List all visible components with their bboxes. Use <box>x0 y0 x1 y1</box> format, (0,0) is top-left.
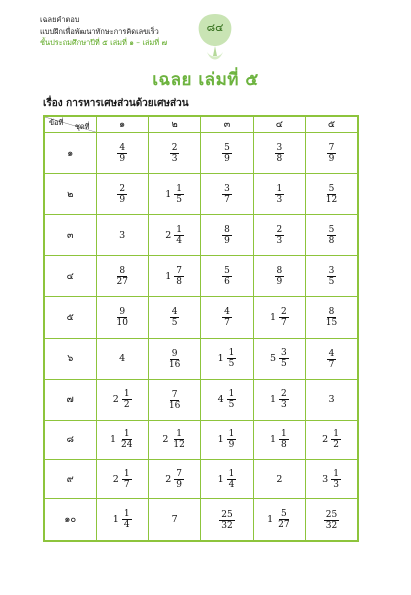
table-row <box>44 256 358 297</box>
fraction <box>331 429 341 450</box>
numerator: 5 <box>281 509 287 520</box>
whole-number: 2 <box>322 434 329 446</box>
denominator: 9 <box>224 236 230 247</box>
row-label: ๑๐ <box>44 499 96 541</box>
numerator: 9 <box>171 348 178 359</box>
denominator: 9 <box>276 277 283 288</box>
page-title: เฉลย เล่มที่ ๕ <box>152 70 259 90</box>
fraction <box>119 429 134 450</box>
fraction <box>222 266 232 287</box>
numerator: 9 <box>119 307 126 318</box>
denominator: 9 <box>119 195 126 206</box>
answer-cell <box>201 297 253 338</box>
denominator: 3 <box>333 479 339 490</box>
answer-cell <box>148 215 200 256</box>
answer-cell <box>201 379 253 420</box>
answer-cell <box>306 297 358 338</box>
numerator: 5 <box>224 266 230 277</box>
numerator: 25 <box>325 509 338 520</box>
answer-cell <box>201 133 253 174</box>
numerator: 1 <box>228 348 235 359</box>
fraction <box>174 184 184 205</box>
denominator: 4 <box>228 479 235 490</box>
numerator: 8 <box>119 266 126 277</box>
answer-cell <box>148 256 200 297</box>
numerator: 2 <box>119 184 126 195</box>
fraction <box>275 266 285 287</box>
whole-number: 2 <box>276 473 283 485</box>
numerator: 7 <box>176 265 182 276</box>
page-number: ๘๔ <box>206 21 224 34</box>
numerator: 2 <box>281 389 287 400</box>
page-header <box>40 14 270 49</box>
whole-number: 1 <box>269 311 277 323</box>
answer-cell <box>148 297 200 338</box>
numerator: 1 <box>176 224 182 235</box>
row-label: ๖ <box>44 338 96 379</box>
denominator: 7 <box>224 318 230 329</box>
fraction <box>327 143 337 164</box>
denominator: 9 <box>119 154 126 165</box>
answer-cell <box>148 379 200 420</box>
whole-number: 3 <box>119 229 126 241</box>
fraction <box>324 184 339 205</box>
fraction <box>167 349 182 370</box>
denominator: 27 <box>278 520 290 531</box>
denominator: 8 <box>328 236 335 247</box>
fraction <box>167 390 182 411</box>
denominator: 3 <box>276 195 283 206</box>
table-row <box>44 297 358 338</box>
answer-cell <box>96 460 148 499</box>
denominator: 7 <box>281 317 287 328</box>
answer-cell <box>253 499 305 541</box>
fraction <box>327 266 337 287</box>
fraction <box>174 266 184 287</box>
answer-cell <box>201 174 253 215</box>
row-label: ๔ <box>44 256 96 297</box>
whole-number: 5 <box>269 353 277 365</box>
denominator: 5 <box>328 277 335 288</box>
answer-cell <box>253 215 305 256</box>
fraction <box>227 429 237 450</box>
denominator: 9 <box>176 479 182 490</box>
numerator: 1 <box>228 468 235 479</box>
whole-number: 3 <box>328 394 335 406</box>
denominator: 2 <box>333 440 339 451</box>
whole-number: 7 <box>171 514 178 526</box>
numerator: 1 <box>123 429 130 440</box>
fraction <box>122 389 132 410</box>
numerator: 1 <box>228 429 235 440</box>
answer-cell <box>306 499 358 541</box>
numerator: 1 <box>276 184 283 195</box>
answer-cell <box>306 215 358 256</box>
denominator: 10 <box>116 318 128 329</box>
numerator: 8 <box>328 307 335 318</box>
numerator: 3 <box>224 184 230 195</box>
numerator: 8 <box>276 266 283 277</box>
fraction <box>279 389 289 410</box>
fraction <box>227 348 237 369</box>
numerator: 2 <box>276 225 283 236</box>
whole-number: 1 <box>269 434 277 446</box>
denominator: 3 <box>276 236 283 247</box>
table-row <box>44 379 358 420</box>
answer-cell <box>96 215 148 256</box>
header-line-1: เฉลยคำตอบ <box>40 15 80 24</box>
answer-cell <box>148 174 200 215</box>
denominator: 16 <box>168 400 181 411</box>
table-row <box>44 460 358 499</box>
denominator: 12 <box>173 440 185 451</box>
fraction <box>324 510 339 531</box>
denominator: 2 <box>123 400 130 411</box>
denominator: 7 <box>328 359 335 370</box>
answer-table <box>43 115 359 542</box>
fraction <box>222 225 232 246</box>
numerator: 25 <box>221 509 233 520</box>
answer-cell <box>201 338 253 379</box>
denominator: 4 <box>123 520 130 531</box>
denominator: 5 <box>176 194 182 205</box>
table-row <box>44 420 358 459</box>
fraction <box>275 184 285 205</box>
answer-cell <box>306 379 358 420</box>
page-number-badge <box>195 12 235 66</box>
denominator: 5 <box>228 359 235 370</box>
answer-cell <box>253 460 305 499</box>
table-row <box>44 338 358 379</box>
numerator: 4 <box>328 348 335 359</box>
fraction <box>114 266 129 287</box>
answer-cell <box>201 460 253 499</box>
numerator: 7 <box>328 143 335 154</box>
answer-cell <box>148 338 200 379</box>
answer-cell <box>253 174 305 215</box>
fraction <box>279 348 289 369</box>
row-label: ๓ <box>44 215 96 256</box>
numerator: 2 <box>171 143 178 154</box>
numerator: 5 <box>328 184 335 195</box>
numerator: 1 <box>333 468 339 479</box>
answer-cell <box>253 420 305 459</box>
denominator: 8 <box>276 154 283 165</box>
numerator: 1 <box>281 429 287 440</box>
numerator: 1 <box>333 429 339 440</box>
fraction <box>279 429 289 450</box>
header-line-3: ชั้นประถมศึกษาปีที่ ๕ เล่มที่ ๑ – เล่มที่ ๗ <box>40 38 168 48</box>
fraction <box>331 469 341 490</box>
numerator: 3 <box>281 348 287 359</box>
corner-header-cell <box>44 116 96 133</box>
whole-number: 1 <box>112 514 119 526</box>
denominator: 5 <box>171 318 178 329</box>
answer-cell <box>306 256 358 297</box>
answer-cell <box>201 499 253 541</box>
answer-cell <box>148 499 200 541</box>
whole-number: 2 <box>162 434 169 446</box>
denominator: 7 <box>123 479 130 490</box>
answer-cell <box>306 174 358 215</box>
row-label: ๑ <box>44 133 96 174</box>
table-row <box>44 499 358 541</box>
table-row <box>44 133 358 174</box>
denominator: 8 <box>281 440 287 451</box>
numerator: 1 <box>123 389 130 400</box>
answer-cell <box>96 133 148 174</box>
denominator: 16 <box>168 359 181 370</box>
answer-cell <box>306 460 358 499</box>
fraction <box>279 307 289 328</box>
whole-number: 1 <box>165 188 172 200</box>
denominator: 7 <box>224 195 230 206</box>
column-header: ๒ <box>148 116 200 133</box>
answer-cell <box>201 256 253 297</box>
whole-number: 1 <box>109 434 116 446</box>
denominator: 9 <box>228 440 235 451</box>
answer-cell <box>96 379 148 420</box>
answer-cell <box>148 133 200 174</box>
answer-cell <box>96 499 148 541</box>
denominator: 32 <box>325 520 338 531</box>
fraction <box>275 143 285 164</box>
answer-cell <box>96 420 148 459</box>
denominator: 5 <box>228 400 235 411</box>
denominator: 4 <box>176 235 182 246</box>
fraction <box>174 225 184 246</box>
row-label: ๘ <box>44 420 96 459</box>
whole-number: 3 <box>322 473 329 485</box>
numerator: 3 <box>328 266 335 277</box>
answer-cell <box>253 133 305 174</box>
denominator: 32 <box>221 520 233 531</box>
denominator: 8 <box>176 276 182 287</box>
whole-number: 4 <box>119 353 126 365</box>
denominator: 9 <box>328 154 335 165</box>
answer-cell <box>253 256 305 297</box>
fraction <box>170 143 180 164</box>
fraction <box>275 225 285 246</box>
table-row <box>44 215 358 256</box>
fraction <box>327 225 337 246</box>
fraction <box>171 429 186 450</box>
row-label: ๗ <box>44 379 96 420</box>
whole-number: 1 <box>217 434 224 446</box>
numerator: 4 <box>224 307 230 318</box>
whole-number: 4 <box>217 394 224 406</box>
table-header-row <box>44 116 358 133</box>
denominator: 24 <box>120 440 133 451</box>
numerator: 1 <box>228 389 235 400</box>
fraction <box>324 307 339 328</box>
answer-cell <box>253 379 305 420</box>
column-header: ๓ <box>201 116 253 133</box>
denominator: 5 <box>281 359 287 370</box>
denominator: 3 <box>281 400 287 411</box>
fraction <box>227 389 237 410</box>
row-label: ๙ <box>44 460 96 499</box>
numerator: 8 <box>224 225 230 236</box>
whole-number: 1 <box>165 270 172 282</box>
fraction <box>227 469 237 490</box>
subject-heading: เรื่อง การหารเศษส่วนด้วยเศษส่วน <box>43 98 189 109</box>
corner-label-set: ชุดที่ <box>74 122 90 131</box>
fraction <box>327 349 337 370</box>
whole-number: 2 <box>112 394 119 406</box>
whole-number: 2 <box>112 473 119 485</box>
answer-cell <box>148 420 200 459</box>
denominator: 3 <box>171 154 178 165</box>
answer-cell <box>96 256 148 297</box>
numerator: 1 <box>123 468 130 479</box>
column-header: ๑ <box>96 116 148 133</box>
numerator: 7 <box>176 468 182 479</box>
denominator: 6 <box>224 277 230 288</box>
numerator: 5 <box>328 225 335 236</box>
answer-cell <box>148 460 200 499</box>
fraction <box>114 307 129 328</box>
whole-number: 1 <box>217 473 224 485</box>
numerator: 5 <box>224 143 230 154</box>
answer-cell <box>306 420 358 459</box>
row-label: ๒ <box>44 174 96 215</box>
fraction <box>174 469 184 490</box>
denominator: 12 <box>325 195 338 206</box>
fraction <box>170 307 180 328</box>
numerator: 7 <box>171 389 178 400</box>
fraction <box>222 143 232 164</box>
numerator: 4 <box>171 307 178 318</box>
fraction <box>122 509 132 530</box>
whole-number: 1 <box>217 353 224 365</box>
numerator: 4 <box>119 143 126 154</box>
fraction <box>276 509 291 530</box>
numerator: 2 <box>281 306 287 317</box>
numerator: 3 <box>276 143 283 154</box>
answer-cell <box>253 297 305 338</box>
row-label: ๕ <box>44 297 96 338</box>
whole-number: 2 <box>165 473 172 485</box>
column-header: ๕ <box>306 116 358 133</box>
numerator: 1 <box>123 509 130 520</box>
whole-number: 2 <box>165 229 172 241</box>
fraction <box>122 469 132 490</box>
answer-cell <box>201 420 253 459</box>
fraction <box>117 184 127 205</box>
answer-cell <box>96 338 148 379</box>
denominator: 9 <box>224 154 230 165</box>
numerator: 1 <box>176 429 182 440</box>
answer-cell <box>96 297 148 338</box>
whole-number: 1 <box>267 514 274 526</box>
numerator: 1 <box>176 183 182 194</box>
table-row <box>44 174 358 215</box>
corner-label-item: ข้อที่ <box>49 118 64 127</box>
whole-number: 1 <box>269 394 277 406</box>
answer-cell <box>96 174 148 215</box>
header-line-2: แบบฝึกเพื่อพัฒนาทักษะการคิดเลขเร็ว <box>40 26 159 36</box>
fraction <box>117 143 127 164</box>
denominator: 15 <box>325 318 338 329</box>
answer-cell <box>306 133 358 174</box>
answer-cell <box>201 215 253 256</box>
column-header: ๔ <box>253 116 305 133</box>
denominator: 27 <box>116 277 128 288</box>
fraction <box>219 510 234 531</box>
fraction <box>222 184 232 205</box>
answer-cell <box>253 338 305 379</box>
fraction <box>222 307 232 328</box>
answer-cell <box>306 338 358 379</box>
